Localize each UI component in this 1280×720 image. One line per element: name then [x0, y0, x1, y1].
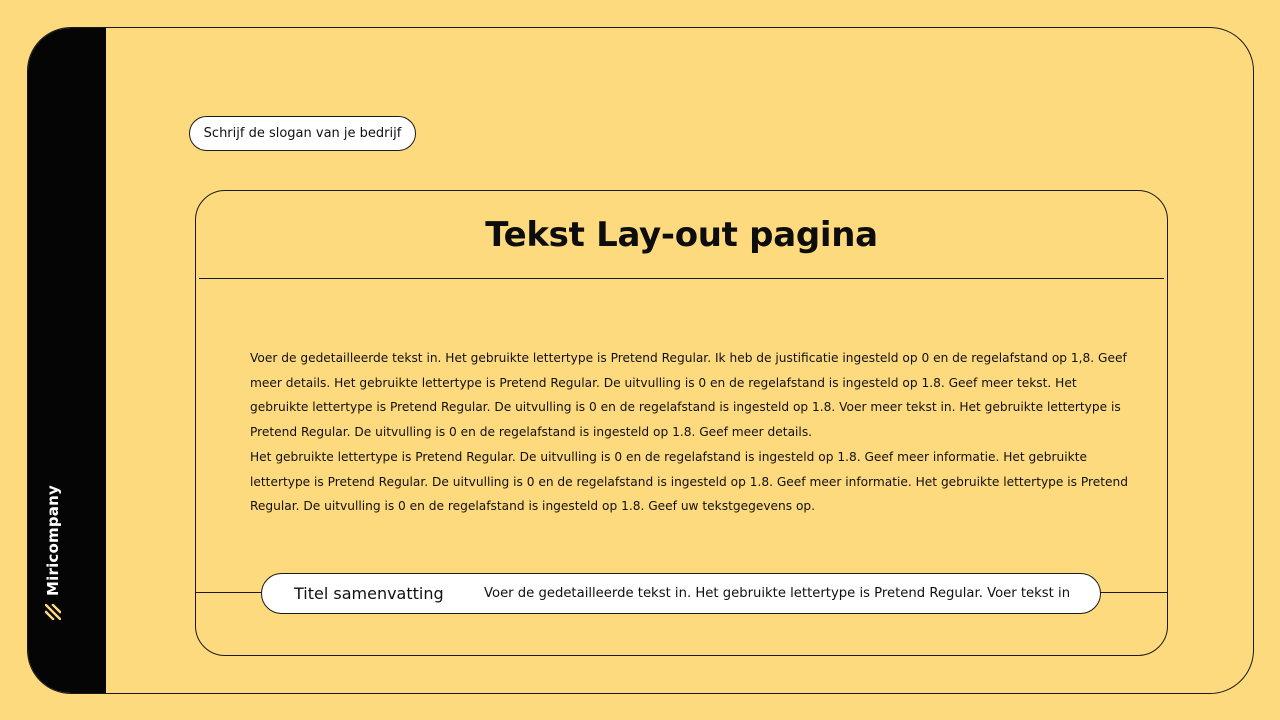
body-paragraph-1: Voer de gedetailleerde tekst in. Het gebruikte lettertype is Pretend Regular. Ik heb de justificatie ingesteld op 0 en de regelafstand op 1,8. Geef meer details. Het gebruikte lettertype is Pretend Regular. De uitvulling is 0 en de regelafstand is ingesteld op 1.8. Geef meer tekst. Het gebruikte lettertype is Pretend Regular. De uitvulling is 0 en de regelafstand is ingesteld op 1.8. Voer meer tekst in. Het gebruikte lettertype is Pretend Regular. De uitvulling is 0 en de regelafstand is ingesteld op 1.8. Geef meer details. [250, 351, 1127, 440]
page-title: Tekst Lay-out pagina [485, 215, 878, 255]
slogan-pill [189, 116, 416, 151]
summary-pill [261, 573, 1101, 614]
brand-name: Miricompany [44, 485, 62, 596]
sidebar [28, 28, 106, 693]
body-paragraph-2: Het gebruikte lettertype is Pretend Regular. De uitvulling is 0 en de regelafstand is ingesteld op 1.8. Geef meer informatie. Het gebruikte lettertype is Pretend Regular. De uitvulling is 0 en de regelafstand is ingesteld op 1.8. Geef meer informatie. Het gebruikte lettertype is Pretend Regular. De uitvulling is 0 en de regelafstand is ingesteld op 1.8. Geef uw tekstgegevens op. [250, 449, 1129, 514]
summary-title: Titel samenvatting [294, 584, 444, 603]
slogan-text: Schrijf de slogan van je bedrijf [203, 126, 402, 141]
hatched-square-logo-icon [45, 604, 61, 620]
summary-text: Voer de gedetailleerde tekst in. Het gebruikte lettertype is Pretend Regular. Voer tekst in [484, 586, 1071, 601]
title-divider [199, 278, 1164, 279]
body-text [250, 346, 1130, 519]
brand [44, 485, 62, 620]
